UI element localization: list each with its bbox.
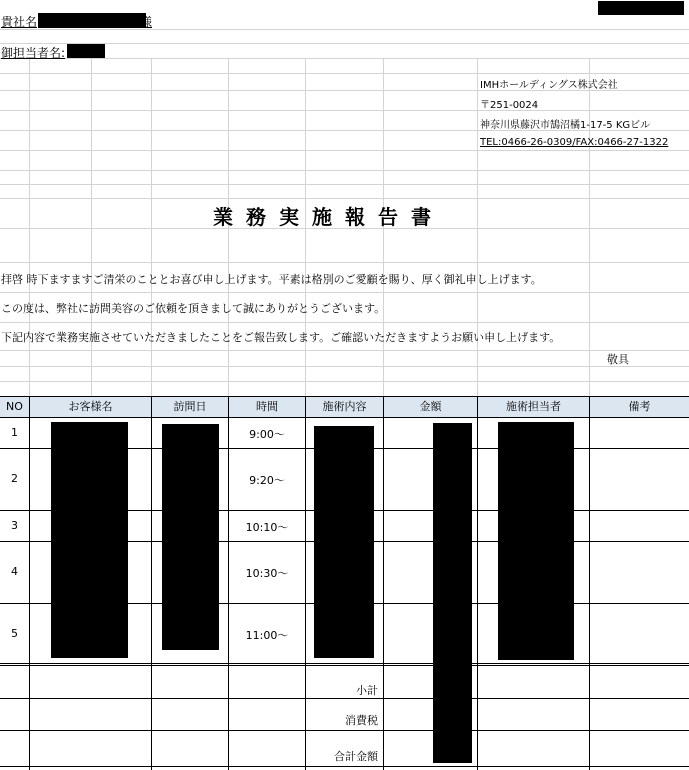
thanks-line: この度は、弊社に訪問美容のご依頼を頂きまして誠にありがとうございます。 (1, 302, 386, 315)
table-row-line (0, 698, 689, 699)
grid-row-line (0, 58, 689, 59)
header-remarks: 備考 (628, 400, 651, 413)
row-no: 5 (11, 627, 18, 640)
grid-row-line (0, 350, 689, 351)
greeting-line: 拝啓 時下ますますご清栄のこととお喜び申し上げます。平素は格別のご愛顧を賜り、厚く御礼申し上げます。 (1, 273, 542, 286)
sender-company-name: IMHホールディングス株式会社 (480, 80, 618, 91)
row-time: 10:30〜 (245, 567, 289, 580)
grid-row-line (0, 322, 689, 323)
subtotal-label: 小計 (356, 684, 378, 697)
table-row-line (0, 766, 689, 767)
grid-row-line (0, 292, 689, 293)
row-no: 1 (11, 426, 18, 439)
header-treatment: 施術内容 (306, 397, 384, 417)
grid-col-line (91, 58, 92, 396)
grid-col-line (589, 58, 590, 396)
contact-person-redaction (67, 44, 105, 58)
table-col-line (29, 416, 30, 770)
row-no: 4 (11, 565, 18, 578)
company-name-redaction (38, 13, 146, 28)
row-no: 2 (11, 472, 18, 485)
company-name-suffix: 様 (140, 15, 153, 29)
treatment-redaction (314, 426, 374, 658)
table-row-line (0, 730, 689, 731)
header-staff: 施術担当者 (478, 397, 590, 417)
customer-name-redaction (51, 422, 128, 658)
grid-row-line (0, 262, 689, 263)
grid-col-line (477, 58, 478, 396)
grid-row-line (0, 366, 689, 367)
header-visit-date: 訪問日 (152, 397, 229, 417)
row-time: 11:00〜 (245, 629, 289, 642)
grid-row-line (0, 150, 689, 151)
grid-col-line (151, 58, 152, 396)
sender-address: 神奈川県藤沢市鵠沼橘1-17-5 KGビル (480, 120, 651, 131)
redaction-block (598, 1, 684, 15)
visit-date-redaction (162, 424, 219, 650)
grid-row-line (0, 110, 689, 111)
report-line: 下記内容で業務実施させていただきましたことをご報告致します。ご確認いただきますようお願い申し上げます。 (1, 331, 561, 344)
table-col-line (305, 416, 306, 770)
header-no: NO (0, 397, 30, 417)
document-title: 業務実施報告書 (213, 205, 444, 229)
grid-row-line (0, 170, 689, 171)
amount-redaction (433, 423, 472, 763)
total-label: 合計金額 (334, 750, 378, 763)
table-row-line (0, 663, 689, 664)
grid-row-line (0, 381, 689, 382)
tax-label: 消費税 (345, 714, 378, 727)
header-time: 時間 (229, 397, 306, 417)
header-amount: 金額 (384, 397, 478, 417)
grid-row-line (0, 29, 689, 30)
table-col-line (151, 416, 152, 770)
row-time: 9:20〜 (249, 474, 285, 487)
row-time: 9:00〜 (249, 428, 285, 441)
row-time: 10:10〜 (245, 521, 289, 534)
sender-tel-fax: TEL:0466-26-0309/FAX:0466-27-1322 (480, 137, 669, 148)
sender-postal-code: 〒251-0024 (480, 100, 539, 111)
grid-col-line (29, 58, 30, 396)
staff-redaction (498, 422, 574, 660)
table-row-line (0, 665, 689, 666)
table-header-row (0, 396, 689, 418)
header-customer-name: お客様名 (30, 397, 152, 417)
contact-person-label: 御担当者名: (1, 46, 66, 60)
closing-keigu: 敬具 (607, 353, 629, 366)
table-col-line (383, 416, 384, 770)
table-col-line (477, 416, 478, 770)
table-col-line (589, 416, 590, 770)
grid-row-line (0, 184, 689, 185)
grid-row-line (0, 73, 689, 74)
company-name-label: 貴社名 (1, 15, 38, 29)
grid-row-line (0, 198, 689, 199)
row-no: 3 (11, 519, 18, 532)
table-col-line (228, 416, 229, 770)
